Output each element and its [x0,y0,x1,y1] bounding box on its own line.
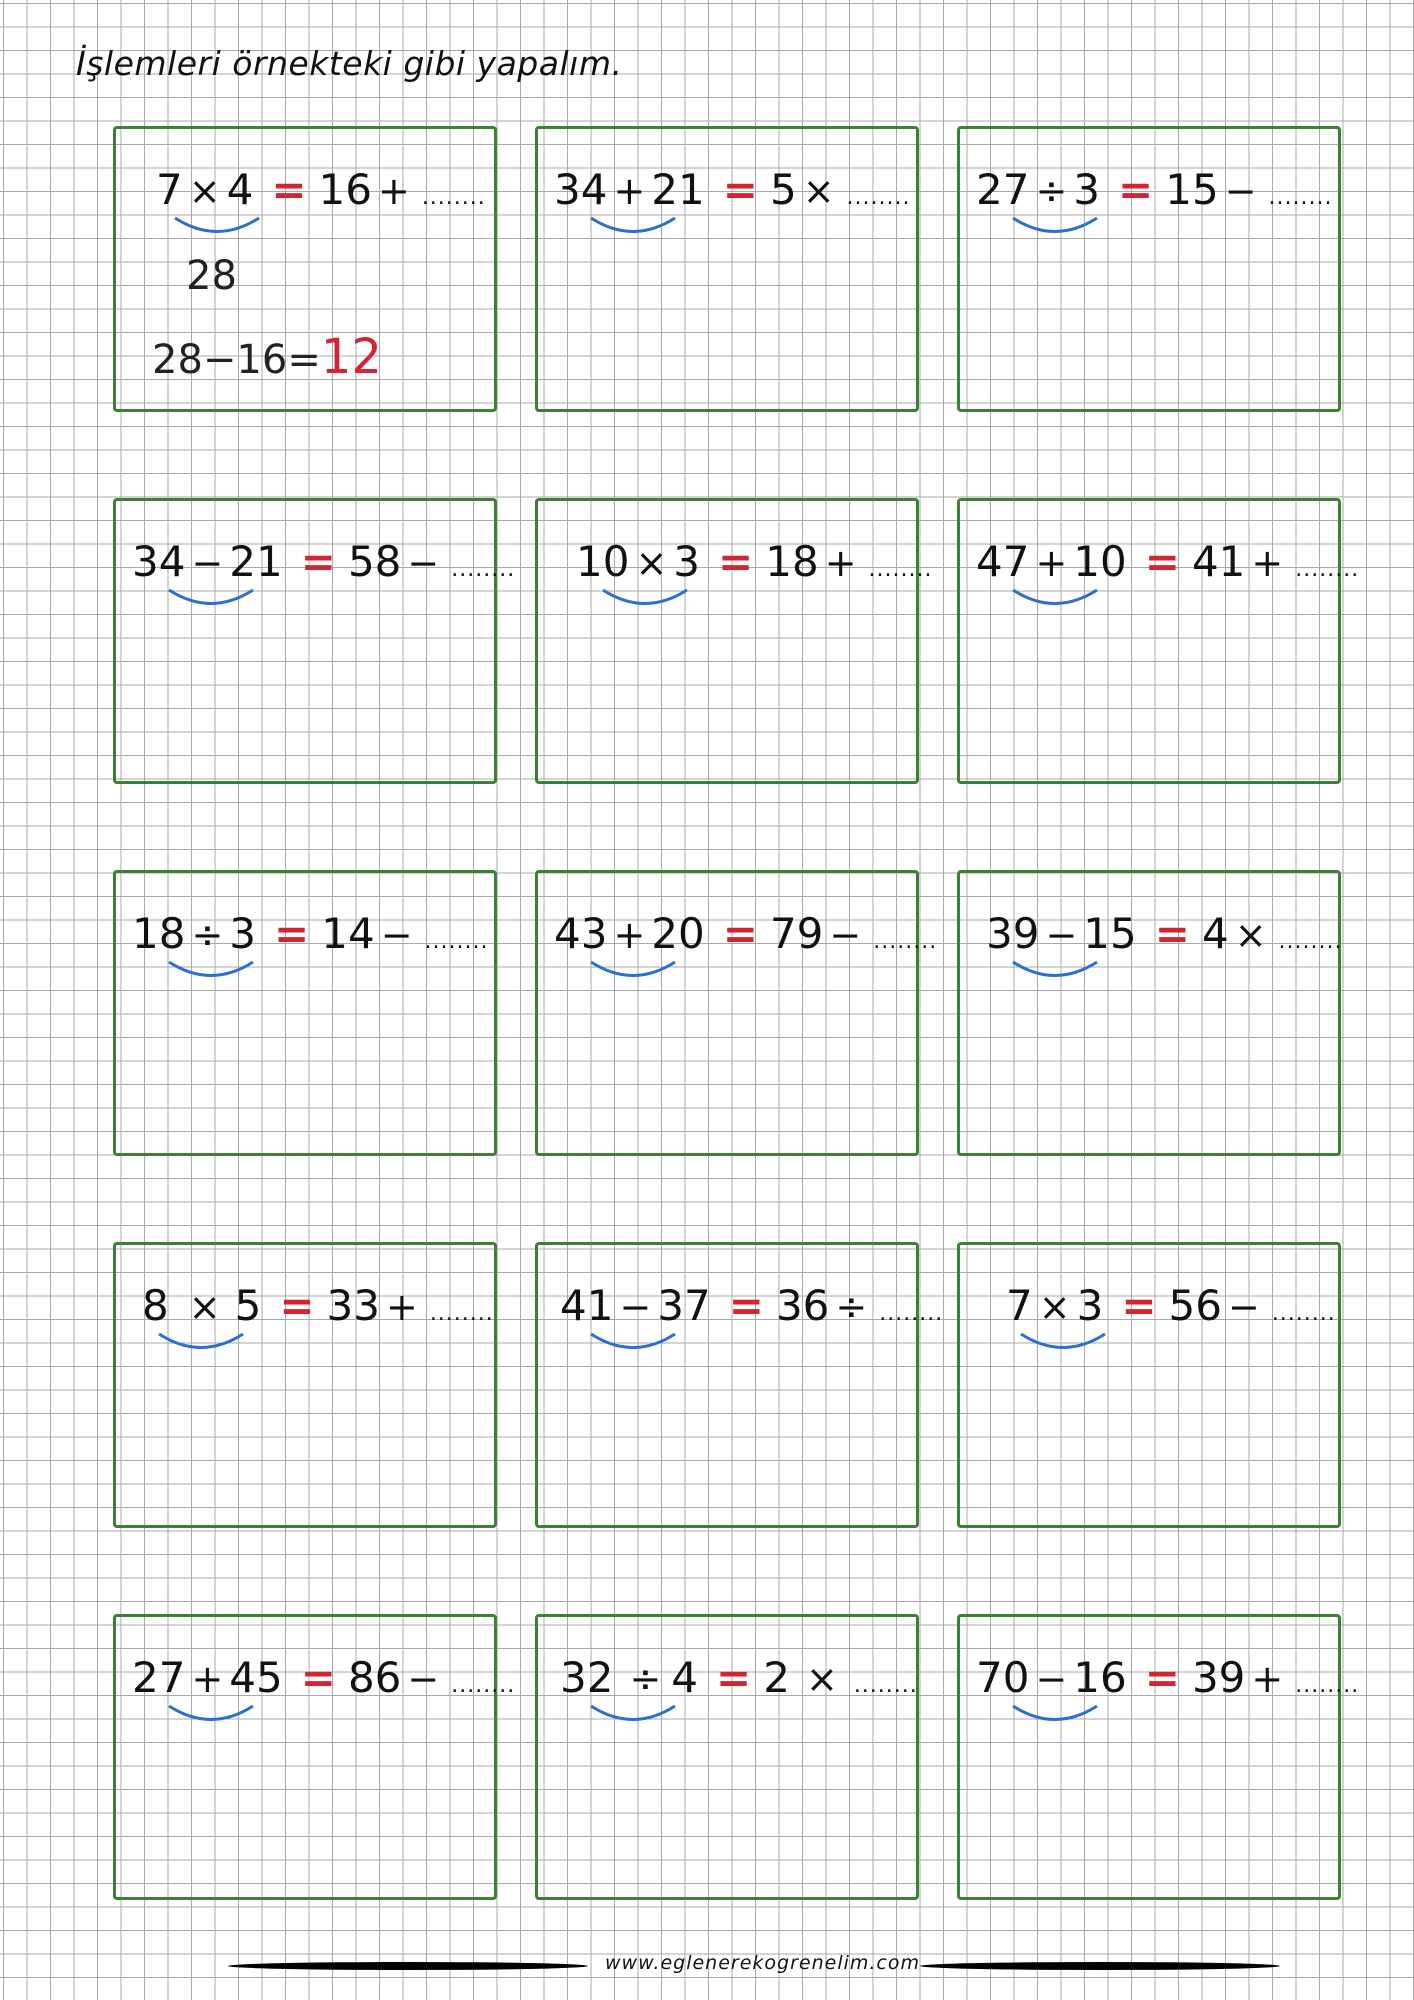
second-operator: + [824,541,857,585]
equals-sign: = [716,1653,752,1702]
operand-a: 41 [560,1281,614,1330]
second-operator: + [377,169,410,213]
answer-blank: ........ [1295,1673,1360,1698]
operand-b: 21 [651,165,705,214]
problem-box [535,1242,944,1528]
second-operator: − [407,541,440,585]
operator: + [613,913,646,957]
problem-grid [113,126,1360,1904]
footer-divider-left [228,1962,588,1970]
result: 56 [1168,1281,1222,1330]
problem-box [957,870,1341,1156]
second-operator: + [1251,1657,1284,1701]
equals-sign: = [1144,537,1180,586]
problem-box [535,870,938,1156]
underbrace-icon [172,215,262,237]
equals-sign: = [718,537,754,586]
second-operator: ÷ [835,1285,868,1329]
equals-sign: = [722,165,758,214]
operand-b: 4 [226,165,254,214]
second-operator: − [1224,169,1257,213]
operand-a: 27 [132,1653,186,1702]
operand-b: 21 [229,537,283,586]
result: 58 [347,537,402,586]
equation [976,1653,1365,1702]
underbrace-icon [588,215,678,237]
operand-a: 34 [554,165,608,214]
answer-blank: ........ [429,1301,494,1326]
underbrace-icon [166,959,256,981]
example-step2: 28−16=12 [152,329,382,385]
second-operator: × [805,1657,838,1701]
operand-a: 10 [576,537,630,586]
problem-box [535,498,933,784]
website-url: www.eglenerekogrenelim.com [605,1952,920,1974]
problem-box [957,498,1360,784]
underbrace-icon [1010,1703,1100,1725]
problem-box [535,126,919,412]
equals-sign: = [1154,909,1190,958]
equation [132,1653,521,1702]
equals-sign: = [271,165,307,214]
equation [1006,1281,1342,1330]
second-operator: − [380,913,413,957]
equation [986,909,1348,958]
operand-a: 18 [132,909,186,958]
operand-b: 20 [651,909,705,958]
result: 14 [321,909,375,958]
operand-a: 27 [976,165,1030,214]
answer-blank: ........ [853,1673,918,1698]
second-operator: + [1251,541,1284,585]
problem-box [535,1614,919,1900]
second-operator: − [829,913,862,957]
underbrace-icon [588,959,678,981]
equals-sign: = [728,1281,764,1330]
result: 5 [769,165,797,214]
operand-a: 7 [1006,1281,1033,1330]
result: 16 [318,165,372,214]
operand-a: 8 [142,1281,169,1330]
underbrace-icon [166,1703,256,1725]
second-operator: × [802,169,835,213]
example-step1: 28 [186,253,237,299]
operand-a: 7 [156,165,183,214]
answer-blank: ........ [1278,929,1343,954]
instruction-text: İşlemleri örnekteki gibi yapalım. [76,44,623,83]
operand-b: 3 [1076,1281,1104,1330]
underbrace-icon [1010,587,1100,609]
equals-sign: = [300,1653,336,1702]
problem-box-example [113,126,497,412]
operand-a: 39 [986,909,1040,958]
result: 33 [326,1281,380,1330]
operand-b: 15 [1083,909,1137,958]
operator: ÷ [191,913,224,957]
equation [156,165,492,214]
answer-blank: ........ [846,185,911,210]
result: 36 [775,1281,830,1330]
result: 41 [1191,537,1246,586]
operator: × [188,1285,221,1329]
equation [976,537,1365,586]
result: 15 [1165,165,1219,214]
second-operator: + [385,1285,418,1329]
second-operator: − [1227,1285,1260,1329]
operand-b: 3 [673,537,701,586]
problem-box [957,126,1341,412]
operand-a: 43 [554,909,608,958]
example-answer: 12 [320,329,382,385]
underbrace-icon [588,1703,678,1725]
operator: + [191,1657,224,1701]
equation [576,537,938,586]
operator: ÷ [1035,169,1068,213]
equation [132,537,521,586]
problem-box [113,498,516,784]
operand-b: 4 [671,1653,699,1702]
problem-box [957,1242,1341,1528]
underbrace-icon [588,1331,678,1353]
result: 4 [1201,909,1229,958]
equation [554,909,943,958]
underbrace-icon [1010,215,1100,237]
underbrace-icon [1018,1331,1108,1353]
problem-box [957,1614,1360,1900]
answer-blank: ........ [451,1673,516,1698]
operator: ÷ [629,1657,662,1701]
operator: + [613,169,646,213]
answer-blank: ........ [1268,185,1333,210]
second-operator: × [1234,913,1267,957]
operand-b: 3 [229,909,257,958]
operator: × [1038,1285,1071,1329]
answer-blank: ........ [868,557,933,582]
answer-blank: ........ [424,929,489,954]
result: 2 [763,1653,790,1702]
operand-b: 45 [229,1653,283,1702]
equals-sign: = [274,909,310,958]
answer-blank: ........ [1295,557,1360,582]
problem-box [113,870,497,1156]
operand-a: 34 [132,537,186,586]
problem-box [113,1242,497,1528]
equals-sign: = [1121,1281,1157,1330]
equation [560,1653,924,1702]
operand-b: 10 [1073,537,1127,586]
footer-divider-right [920,1962,1280,1970]
operand-b: 3 [1073,165,1101,214]
operand-b: 16 [1073,1653,1127,1702]
answer-blank: ........ [421,185,486,210]
equation [560,1281,949,1330]
operator: − [619,1285,652,1329]
equals-sign: = [300,537,336,586]
equation [142,1281,500,1330]
answer-blank: ........ [1271,1301,1336,1326]
equals-sign: = [279,1281,315,1330]
problem-box [113,1614,516,1900]
result: 79 [769,909,824,958]
operator: × [188,169,221,213]
underbrace-icon [166,587,256,609]
operator: − [191,541,224,585]
operator: + [1035,541,1068,585]
operand-a: 47 [976,537,1030,586]
operator: − [1035,1657,1068,1701]
result: 86 [347,1653,402,1702]
operator: × [635,541,668,585]
underbrace-icon [1010,959,1100,981]
operand-b: 5 [234,1281,262,1330]
answer-blank: ........ [873,929,938,954]
result: 18 [765,537,819,586]
equals-sign: = [1144,1653,1180,1702]
operator: − [1045,913,1078,957]
operand-a: 32 [560,1653,614,1702]
second-operator: − [407,1657,440,1701]
answer-blank: ........ [879,1301,944,1326]
equation [976,165,1338,214]
underbrace-icon [600,587,690,609]
equals-sign: = [722,909,758,958]
equation [554,165,916,214]
equation [132,909,494,958]
footer [0,1952,1414,1982]
equals-sign: = [1118,165,1154,214]
result: 39 [1191,1653,1246,1702]
operand-b: 37 [657,1281,711,1330]
answer-blank: ........ [451,557,516,582]
underbrace-icon [156,1331,246,1353]
operand-a: 70 [976,1653,1030,1702]
